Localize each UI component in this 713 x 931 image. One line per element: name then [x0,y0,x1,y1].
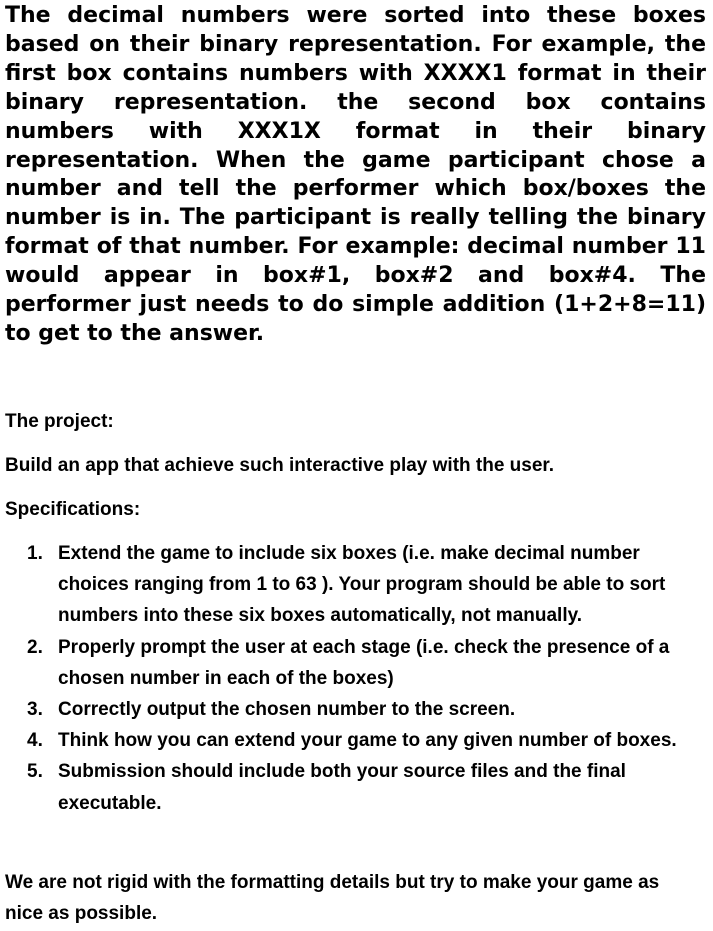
specifications-heading: Specifications: [5,499,141,520]
spec-text: Correctly output the chosen number to the screen. [58,699,516,721]
spec-item [20,538,710,632]
project-heading: The project: [5,411,114,432]
spec-item [20,725,710,756]
spec-number: 5. [27,761,43,783]
spec-text: Extend the game to include six boxes (i.e. make decimal number choices ranging from 1 to 63 ). Your program should be able to sort numbers into these six boxes automatically, not manually. [58,543,666,627]
spec-text: Properly prompt the user at each stage (i.e. check the presence of a chosen number in each of the boxes) [58,636,670,689]
specifications-list [20,538,710,819]
spec-number: 3. [27,699,43,721]
spec-number: 4. [27,730,43,752]
spec-number: 1. [27,543,43,564]
intro-paragraph: The decimal numbers were sorted into these boxes based on their binary representation. For example, the first box contains numbers with XXXX1 format in their binary representation. the second box contains numbers with XXX1X format in their binary representation. When the game participant chose a number and tell the performer which box/boxes the number is in. The participant is really telling the binary format of that number. For example: decimal number 11 would appear in box#1, box#2 and box#4. The performer just needs to do simple addition (1+2+8=11) to get to the answer. [5,3,706,346]
closing-paragraph: We are not rigid with the formatting details but try to make your game as nice as possible. [5,872,660,924]
project-description: Build an app that achieve such interactive play with the user. [5,455,555,476]
spec-number: 2. [27,636,43,658]
spec-text: Submission should include both your source files and the final executable. [58,761,626,814]
spec-item [20,632,710,694]
spec-item [20,694,710,725]
spec-item [20,756,710,818]
spec-text: Think how you can extend your game to any given number of boxes. [58,730,677,752]
